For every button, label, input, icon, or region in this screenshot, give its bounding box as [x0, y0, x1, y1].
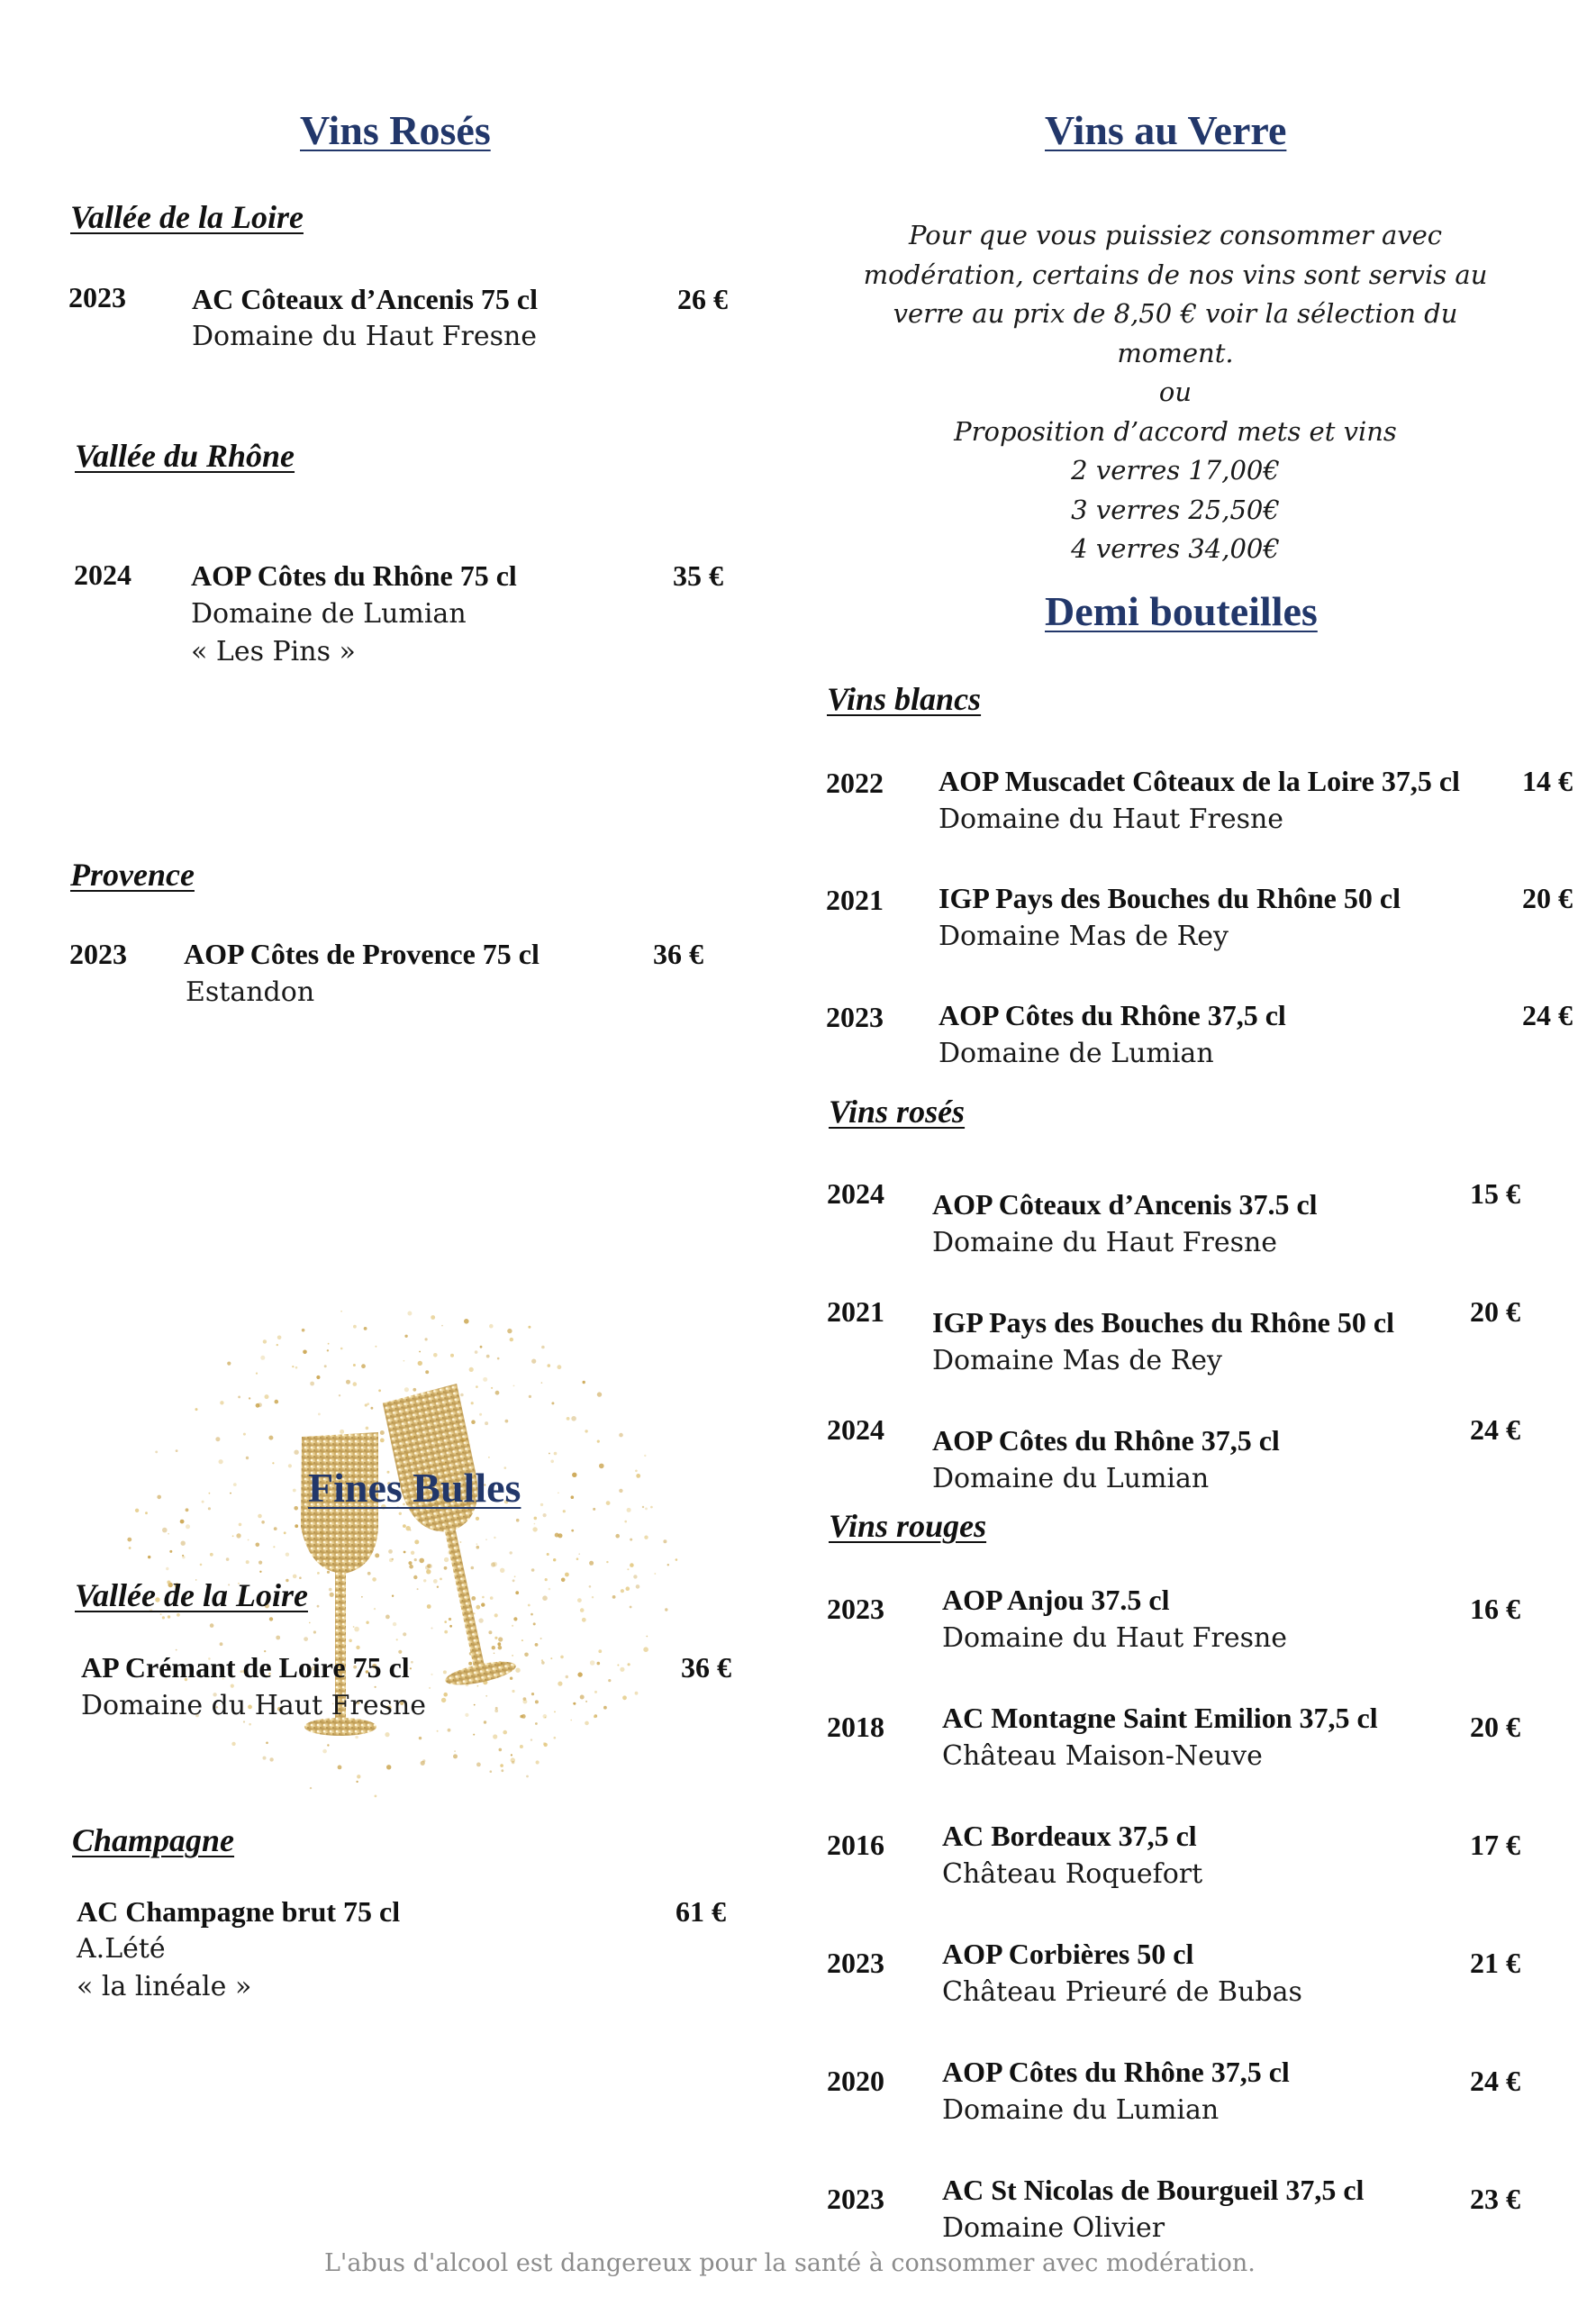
- roses-title: Vins Rosés: [300, 107, 491, 153]
- sparkle-dots: [127, 1311, 677, 1797]
- intro-line: Proposition d’accord mets et vins: [954, 415, 1397, 447]
- wine-name: AOP Côtes de Provence 75 cl: [184, 938, 540, 970]
- wine-year: 2024: [827, 1413, 884, 1446]
- wine-year: 2022: [826, 767, 884, 799]
- wine-name: AOP Côtes du Rhône 37,5 cl: [942, 2056, 1290, 2088]
- wine-name: AC Champagne brut 75 cl: [77, 1895, 401, 1928]
- wine-year: 2023: [68, 281, 126, 313]
- wine-year: 2023: [69, 938, 127, 970]
- wine-year: 2023: [827, 1947, 884, 1979]
- wine-name: AOP Côtes du Rhône 75 cl: [191, 559, 517, 592]
- section-rouges: Vins rouges: [829, 1508, 987, 1544]
- wine-name: AC Côteaux d’Ancenis 75 cl: [192, 283, 538, 315]
- section-provence: Provence: [70, 857, 195, 893]
- champagne-glasses-illustration: [108, 1257, 685, 1833]
- wine-producer: Domaine Mas de Rey: [932, 1345, 1222, 1376]
- wine-price: 20 €: [1470, 1295, 1520, 1328]
- wine-price: 16 €: [1470, 1593, 1520, 1625]
- glass-intro: [838, 216, 1513, 569]
- intro-line: modération, certains de nos vins sont servis au: [863, 259, 1488, 290]
- wine-name: AC Bordeaux 37,5 cl: [942, 1820, 1197, 1852]
- wine-price: 24 €: [1470, 2065, 1520, 2097]
- intro-line: 2 verres 17,00€: [1071, 455, 1280, 486]
- wine-price: 26 €: [677, 283, 728, 315]
- health-warning: L'abus d'alcool est dangereux pour la santé à consommer avec modération.: [324, 2249, 1256, 2277]
- wine-producer: Domaine de Lumian: [939, 1038, 1214, 1069]
- section-bulles-loire: Vallée de la Loire: [75, 1577, 308, 1613]
- wine-price: 35 €: [673, 559, 723, 592]
- wine-year: 2016: [827, 1829, 884, 1861]
- wine-price: 20 €: [1522, 882, 1573, 914]
- wine-producer: Domaine du Lumian: [942, 2094, 1220, 2126]
- wine-name: AOP Côtes du Rhône 37,5 cl: [939, 999, 1286, 1031]
- intro-line: 4 verres 34,00€: [1071, 533, 1280, 564]
- wine-name: AOP Côteaux d’Ancenis 37.5 cl: [932, 1188, 1318, 1221]
- wine-producer: Domaine Mas de Rey: [939, 921, 1229, 952]
- wine-price: 14 €: [1522, 765, 1573, 797]
- wine-name: IGP Pays des Bouches du Rhône 50 cl: [932, 1306, 1394, 1339]
- wine-price: 36 €: [681, 1651, 731, 1684]
- wine-name: AOP Anjou 37.5 cl: [942, 1584, 1170, 1616]
- wine-year: 2024: [74, 558, 131, 591]
- section-blancs: Vins blancs: [827, 681, 982, 717]
- wine-producer: Domaine du Haut Fresne: [81, 1690, 427, 1721]
- wine-producer: Domaine du Haut Fresne: [942, 1622, 1288, 1654]
- wine-year: 2023: [827, 2183, 884, 2215]
- wine-producer: Domaine Olivier: [942, 2212, 1165, 2244]
- wine-producer: Château Roquefort: [942, 1858, 1203, 1890]
- wine-producer: Domaine du Haut Fresne: [932, 1227, 1278, 1258]
- demi-title: Demi bouteilles: [1045, 588, 1318, 634]
- section-champagne: Champagne: [72, 1822, 235, 1858]
- wine-producer: Château Maison-Neuve: [942, 1740, 1263, 1772]
- wine-name: IGP Pays des Bouches du Rhône 50 cl: [939, 882, 1401, 914]
- wine-year: 2021: [826, 884, 884, 916]
- wine-producer: Domaine de Lumian: [191, 598, 467, 630]
- intro-line: 3 verres 25,50€: [1071, 494, 1280, 525]
- wine-cuvee: « la linéale »: [77, 1971, 252, 2002]
- wine-producer: Domaine du Lumian: [932, 1463, 1210, 1494]
- wine-name: AC Montagne Saint Emilion 37,5 cl: [942, 1702, 1378, 1734]
- wine-year: 2023: [826, 1001, 884, 1033]
- intro-line: ou: [1158, 377, 1192, 407]
- wine-price: 24 €: [1470, 1413, 1520, 1446]
- section-rhone: Vallée du Rhône: [75, 438, 295, 474]
- wine-name: AC St Nicolas de Bourgueil 37,5 cl: [942, 2174, 1365, 2206]
- wine-price: 24 €: [1522, 999, 1573, 1031]
- intro-line: Pour que vous puissiez consommer avec: [908, 220, 1443, 250]
- section-roses-demi: Vins rosés: [829, 1094, 966, 1130]
- wine-producer: A.Lété: [77, 1933, 166, 1965]
- wine-producer: Château Prieuré de Bubas: [942, 1976, 1302, 2008]
- wine-year: 2023: [827, 1593, 884, 1625]
- wine-price: 20 €: [1470, 1711, 1520, 1743]
- section-loire: Vallée de la Loire: [70, 199, 304, 235]
- wine-cuvee: « Les Pins »: [191, 636, 356, 667]
- wine-name: AOP Muscadet Côteaux de la Loire 37,5 cl: [939, 765, 1460, 797]
- wine-price: 17 €: [1470, 1829, 1520, 1861]
- wine-year: 2024: [827, 1177, 884, 1210]
- wine-price: 15 €: [1470, 1177, 1520, 1210]
- wine-producer: Estandon: [186, 976, 315, 1008]
- wine-name: AOP Côtes du Rhône 37,5 cl: [932, 1424, 1280, 1457]
- bulles-title: Fines Bulles: [308, 1465, 521, 1511]
- wine-producer: Domaine du Haut Fresne: [939, 803, 1284, 835]
- wine-price: 61 €: [676, 1895, 726, 1928]
- wine-name: AP Crémant de Loire 75 cl: [81, 1651, 410, 1684]
- intro-line: moment.: [1117, 337, 1234, 368]
- wine-producer: Domaine du Haut Fresne: [192, 321, 538, 352]
- verre-title: Vins au Verre: [1045, 107, 1287, 153]
- wine-year: 2018: [827, 1711, 884, 1743]
- wine-year: 2021: [827, 1295, 884, 1328]
- wine-price: 36 €: [653, 938, 703, 970]
- wine-year: 2020: [827, 2065, 884, 2097]
- intro-line: verre au prix de 8,50 € voir la sélection du: [893, 298, 1458, 329]
- wine-price: 21 €: [1470, 1947, 1520, 1979]
- wine-price: 23 €: [1470, 2183, 1520, 2215]
- wine-name: AOP Corbières 50 cl: [942, 1938, 1194, 1970]
